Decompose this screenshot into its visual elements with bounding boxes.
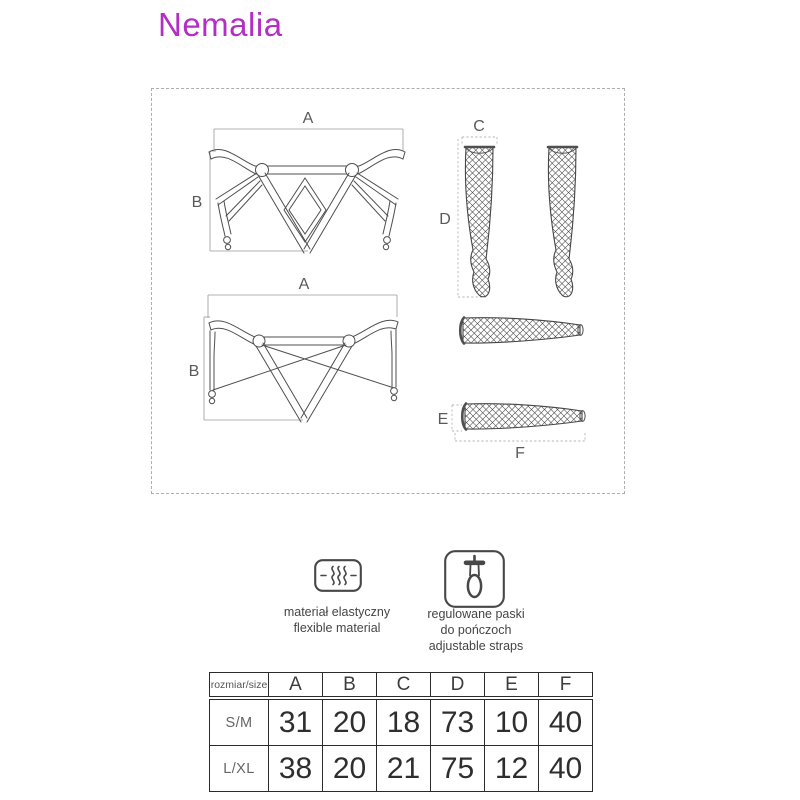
size-label: L/XL <box>223 760 255 777</box>
dim-label-e: E <box>437 411 449 428</box>
size-value: 31 <box>268 700 322 745</box>
page-title: Nemalia <box>158 6 283 43</box>
caption-line: regulowane paski <box>427 607 525 621</box>
dim-label-b-front: B <box>191 194 203 211</box>
table-body <box>209 699 593 792</box>
table-header-col-f: F <box>538 673 592 696</box>
dim-label-a-back: A <box>298 276 310 293</box>
feature-caption-straps <box>388 606 564 654</box>
size-value: 20 <box>322 700 376 745</box>
adjustable-strap-icon <box>444 550 505 608</box>
table-row-sm <box>210 700 592 745</box>
size-value: 73 <box>430 700 484 745</box>
dim-label-f: F <box>515 445 525 462</box>
measurement-diagram <box>152 89 626 495</box>
caption-line: flexible material <box>293 621 381 635</box>
table-header-size-label: rozmiar/size <box>210 678 268 691</box>
garter-belt-front-drawing <box>192 110 405 253</box>
caption-line: materiał elastyczny <box>283 605 391 619</box>
size-value: 20 <box>322 746 376 791</box>
dim-label-d: D <box>439 211 451 228</box>
diagram-frame <box>151 88 625 494</box>
size-value: 40 <box>538 746 592 791</box>
size-value: 21 <box>376 746 430 791</box>
elastic-material-icon <box>314 559 362 592</box>
dim-label-b-back: B <box>188 363 200 380</box>
caption-line: adjustable straps <box>428 639 524 653</box>
size-table <box>209 672 593 792</box>
garter-belt-back-drawing <box>189 276 398 422</box>
stocking-top-drawing-lower <box>462 404 585 430</box>
dim-label-a-front: A <box>302 110 314 127</box>
size-value: 18 <box>376 700 430 745</box>
size-value: 12 <box>484 746 538 791</box>
table-header-row <box>209 672 593 697</box>
caption-line: do pończoch <box>440 623 512 637</box>
size-value: 40 <box>538 700 592 745</box>
stocking-top-drawing-upper <box>460 318 583 344</box>
table-header-col-b: B <box>322 673 376 696</box>
table-header-col-e: E <box>484 673 538 696</box>
dim-label-c: C <box>473 118 485 135</box>
size-label: S/M <box>225 714 253 731</box>
table-header-col-a: A <box>268 673 322 696</box>
table-header-col-d: D <box>430 673 484 696</box>
stockings-drawing <box>439 118 577 297</box>
size-value: 38 <box>268 746 322 791</box>
size-value: 75 <box>430 746 484 791</box>
table-row-lxl <box>210 745 592 791</box>
table-header-col-c: C <box>376 673 430 696</box>
size-value: 10 <box>484 700 538 745</box>
